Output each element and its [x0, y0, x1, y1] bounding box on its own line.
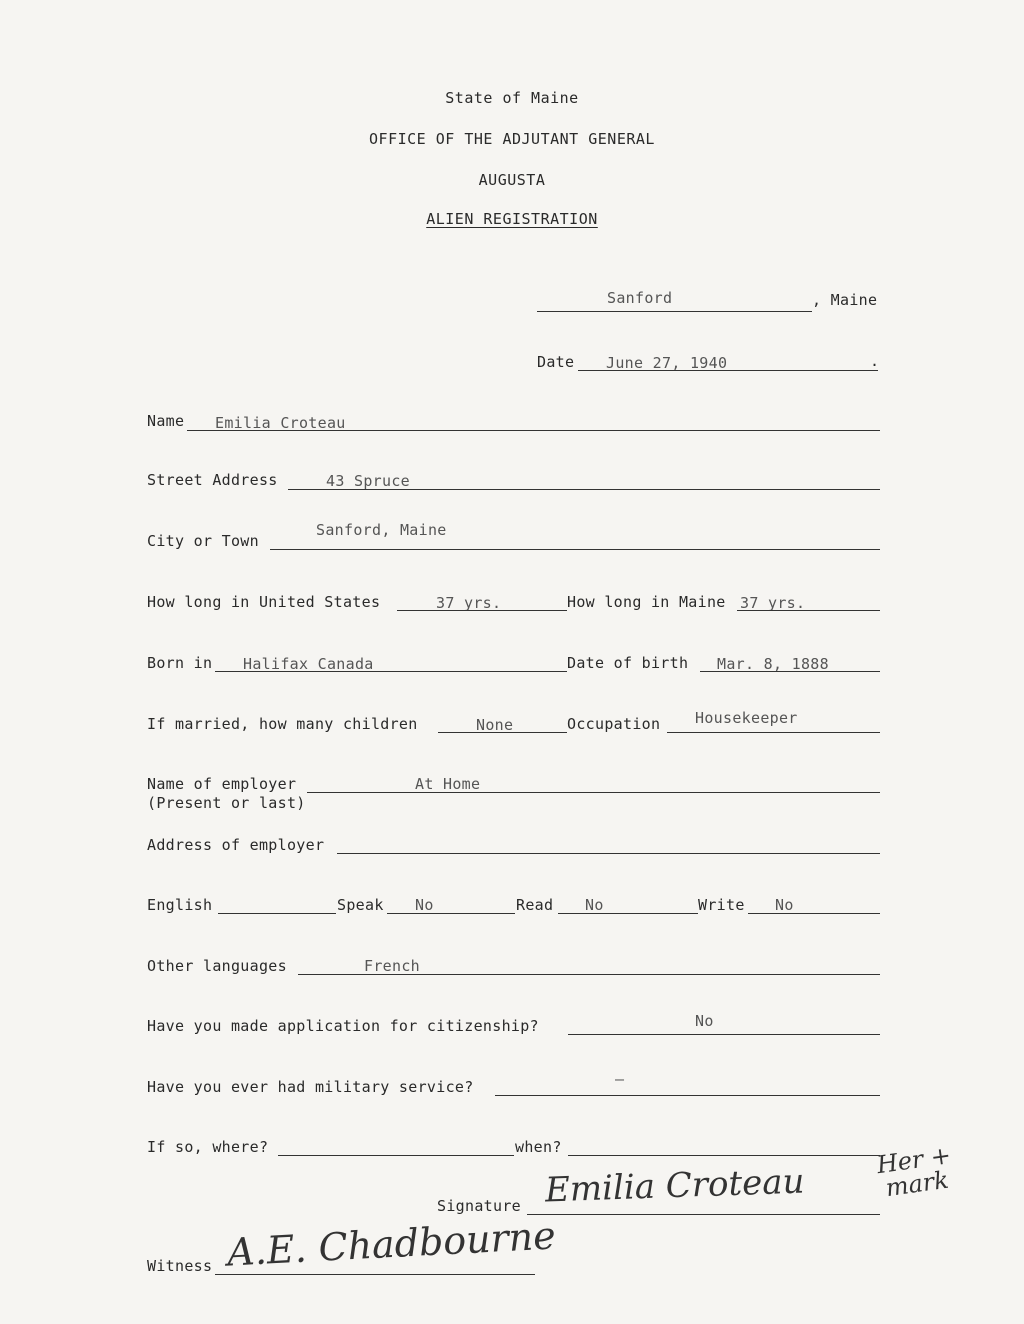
citizenship-line	[568, 1034, 880, 1035]
form-title: ALIEN REGISTRATION	[426, 210, 598, 228]
write-value: No	[775, 896, 794, 914]
dob-line	[700, 671, 880, 672]
dob-value: Mar. 8, 1888	[717, 655, 829, 673]
city-value: Sanford, Maine	[316, 521, 447, 539]
street-line	[288, 489, 880, 490]
maine-residence-value: 37 yrs.	[740, 594, 806, 612]
name-label: Name	[147, 412, 185, 430]
children-value: None	[476, 716, 514, 734]
us-residence-value: 37 yrs.	[436, 594, 502, 612]
street-value: 43 Spruce	[326, 472, 410, 490]
citizenship-value: No	[695, 1012, 714, 1030]
date-end: .	[870, 352, 880, 370]
signature-mark-note: Her + mark	[875, 1141, 953, 1203]
write-label: Write	[698, 896, 745, 914]
employer-label: Name of employer	[147, 775, 297, 793]
military-value: —	[615, 1070, 625, 1088]
town-state-suffix: , Maine	[812, 291, 878, 309]
name-line	[187, 430, 880, 431]
signature-label: Signature	[437, 1197, 521, 1215]
maine-residence-line	[737, 610, 880, 611]
witness-line	[215, 1274, 535, 1275]
maine-residence-label: How long in Maine	[567, 593, 726, 611]
other-languages-value: French	[364, 957, 420, 975]
name-value: Emilia Croteau	[215, 414, 346, 432]
citizenship-label: Have you made application for citizenship?	[147, 1017, 539, 1035]
read-value: No	[585, 896, 604, 914]
speak-line	[387, 913, 515, 914]
write-line	[748, 913, 880, 914]
signature-value: Emilia Croteau	[544, 1161, 806, 1211]
city-line	[270, 549, 880, 550]
employer-value: At Home	[415, 775, 481, 793]
other-languages-label: Other languages	[147, 957, 287, 975]
read-label: Read	[516, 896, 554, 914]
witness-label: Witness	[147, 1257, 213, 1275]
read-line	[558, 913, 698, 914]
header-state: State of Maine	[445, 89, 579, 107]
military-line	[495, 1095, 880, 1096]
town-value: Sanford	[607, 289, 673, 307]
born-in-value: Halifax Canada	[243, 655, 374, 673]
english-label: English	[147, 896, 213, 914]
born-in-label: Born in	[147, 654, 213, 672]
employer-address-label: Address of employer	[147, 836, 325, 854]
date-line	[578, 370, 878, 371]
occupation-value: Housekeeper	[695, 709, 798, 727]
street-label: Street Address	[147, 471, 278, 489]
speak-label: Speak	[337, 896, 384, 914]
employer-address-line	[337, 853, 880, 854]
military-label: Have you ever had military service?	[147, 1078, 474, 1096]
header-office: OFFICE OF THE ADJUTANT GENERAL	[369, 130, 655, 148]
us-residence-label: How long in United States	[147, 593, 381, 611]
signature-line	[527, 1214, 880, 1215]
where-line	[278, 1155, 514, 1156]
city-label: City or Town	[147, 532, 259, 550]
header-city: AUGUSTA	[478, 171, 546, 189]
employer-line	[307, 792, 880, 793]
children-line	[438, 732, 567, 733]
occupation-label: Occupation	[567, 715, 661, 733]
other-languages-line	[298, 974, 880, 975]
when-line	[568, 1155, 880, 1156]
when-label: when?	[515, 1138, 562, 1156]
date-label: Date	[537, 353, 575, 371]
born-in-line	[215, 671, 567, 672]
employer-sublabel: (Present or last)	[147, 794, 306, 812]
where-label: If so, where?	[147, 1138, 269, 1156]
witness-value: A.E. Chadbourne	[226, 1213, 557, 1275]
date-value: June 27, 1940	[606, 354, 728, 372]
english-line	[218, 913, 336, 914]
town-line	[537, 311, 812, 312]
dob-label: Date of birth	[567, 654, 689, 672]
us-residence-line	[397, 610, 567, 611]
occupation-line	[667, 732, 880, 733]
children-label: If married, how many children	[147, 715, 418, 733]
speak-value: No	[415, 896, 434, 914]
